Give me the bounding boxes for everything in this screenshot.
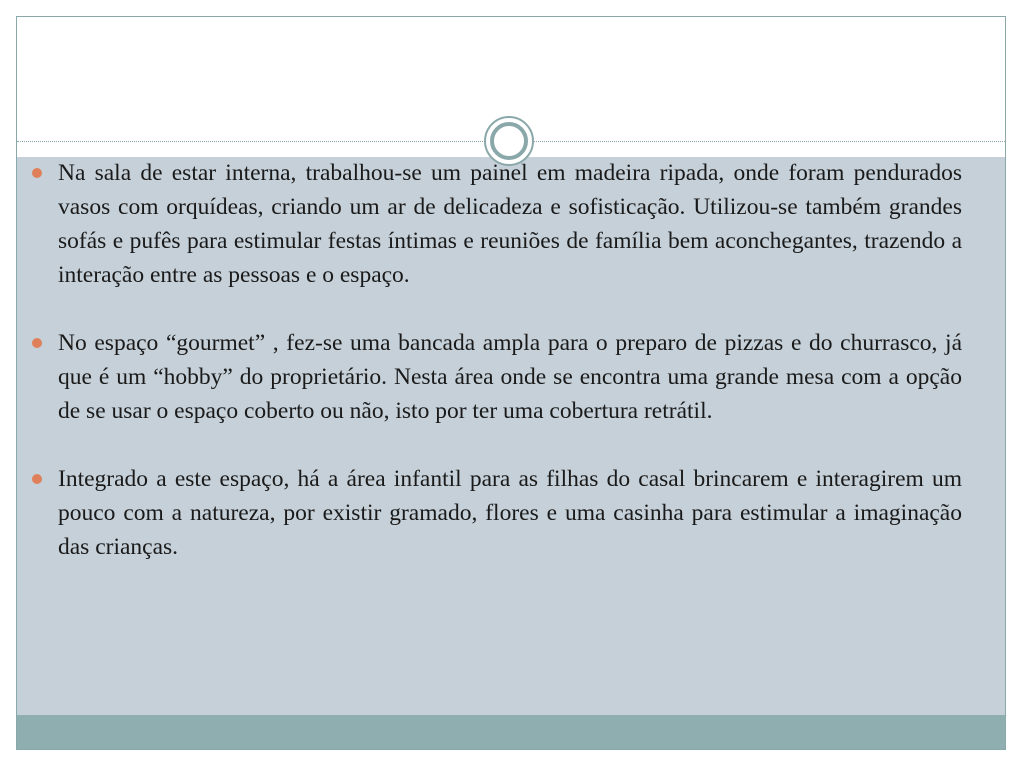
bullet-text: No espaço “gourmet” , fez-se uma bancada ampla para o preparo de pizzas e do churrasco, já que é um “hobby” do proprietário. Nesta área onde se encontra uma grande mesa com a opção de se usar o espaço coberto ou não, isto por ter uma cobertura retrátil. (58, 330, 962, 424)
circle-bullet-icon (32, 168, 42, 178)
ornament-inner-ring (490, 122, 528, 160)
list-item (32, 462, 962, 564)
bullet-list (32, 156, 962, 598)
footer-bar (17, 715, 1005, 749)
circle-bullet-icon (32, 474, 42, 484)
list-item (32, 326, 962, 428)
bullet-text: Integrado a este espaço, há a área infantil para as filhas do casal brincarem e interagirem um pouco com a natureza, por existir gramado, flores e uma casinha para estimular a imaginação das crianças. (58, 466, 962, 560)
circle-bullet-icon (32, 338, 42, 348)
bullet-text: Na sala de estar interna, trabalhou-se um painel em madeira ripada, onde foram pendurados vasos com orquídeas, criando um ar de delicadeza e sofisticação. Utilizou-se também grandes sofás e pufês para estimular festas íntimas e reuniões de família bem aconchegantes, trazendo a interação entre as pessoas e o espaço. (58, 160, 962, 288)
list-item (32, 156, 962, 292)
